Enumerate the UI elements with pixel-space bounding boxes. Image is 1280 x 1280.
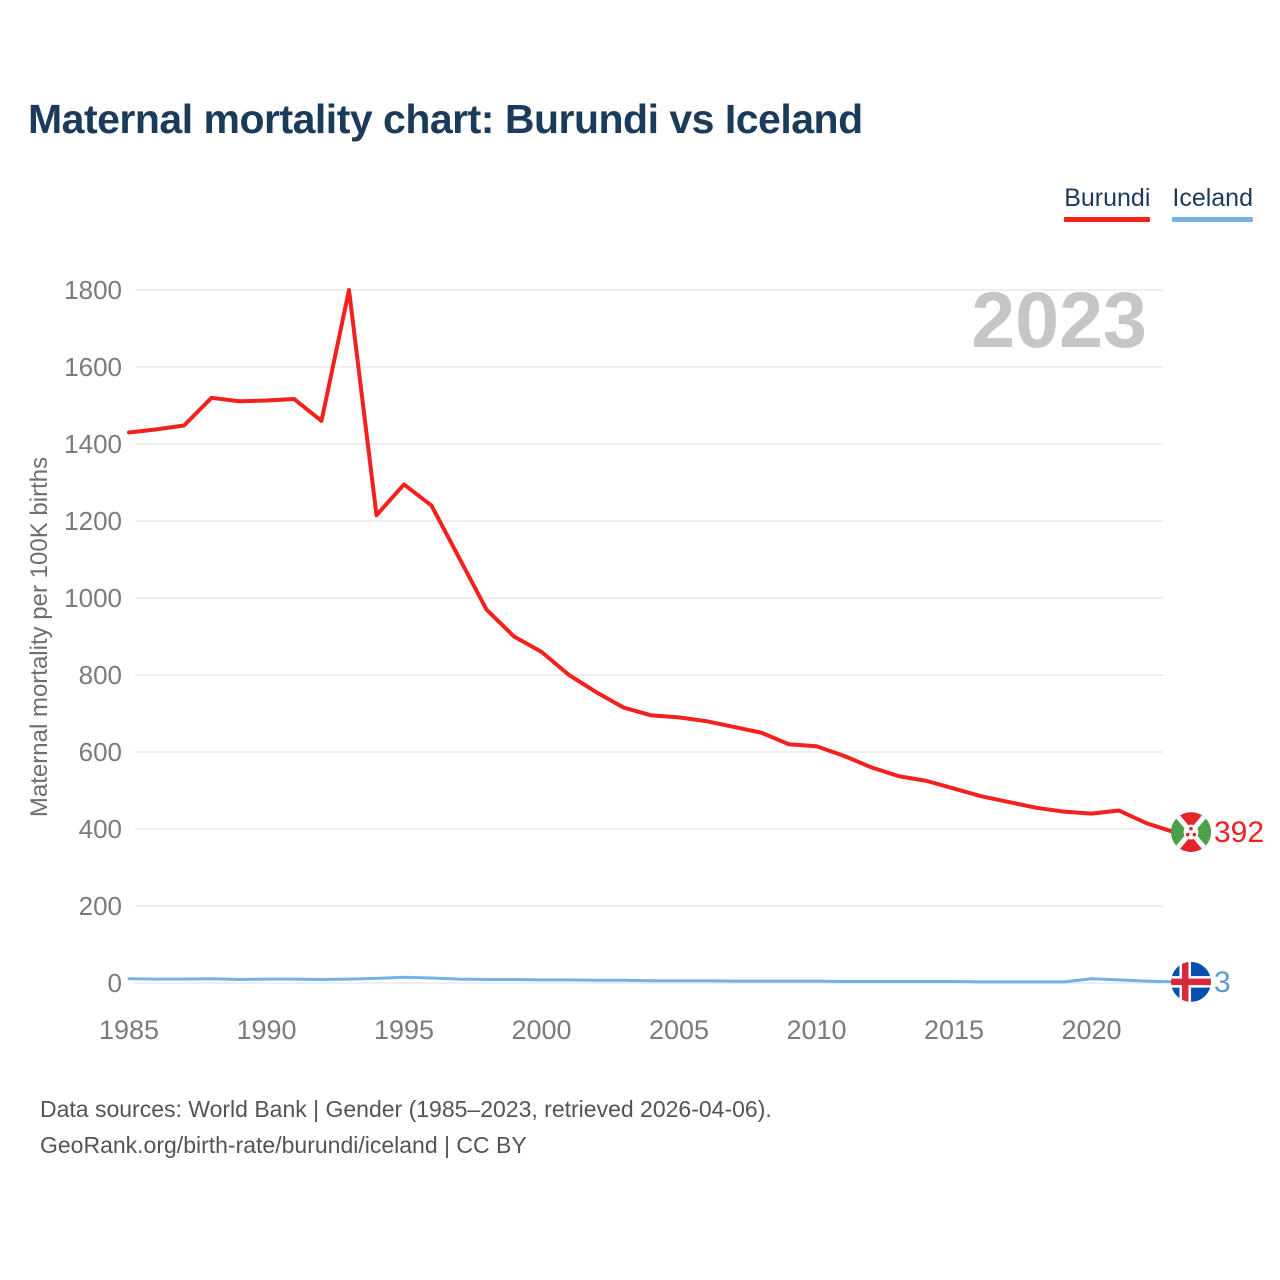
- footer-attribution: GeoRank.org/birth-rate/burundi/iceland | CC BY: [40, 1132, 527, 1158]
- x-tick-label: 2020: [1061, 1015, 1122, 1045]
- y-tick-label: 1200: [64, 506, 122, 536]
- y-tick-label: 1000: [64, 583, 122, 613]
- x-axis-ticks: [99, 1015, 1122, 1045]
- burundi-line: [129, 290, 1174, 832]
- x-tick-label: 1990: [236, 1015, 297, 1045]
- iceland-flag-icon: [1171, 962, 1211, 1002]
- watermark-year: 2023: [971, 275, 1147, 364]
- iceland-line: [129, 977, 1174, 982]
- y-tick-label: 1800: [64, 275, 122, 305]
- legend-label-iceland: Iceland: [1172, 184, 1253, 212]
- y-tick-label: 200: [78, 891, 122, 921]
- gridlines: [135, 290, 1163, 983]
- x-tick-label: 2005: [648, 1015, 710, 1045]
- burundi-end-value: 392: [1214, 816, 1265, 850]
- x-tick-label: 1985: [98, 1015, 160, 1045]
- y-axis-title: Maternal mortality per 100K births: [26, 456, 53, 818]
- iceland-end-value: 3: [1214, 965, 1231, 999]
- footer: [40, 1091, 772, 1163]
- x-tick-label: 2000: [511, 1015, 572, 1045]
- x-tick-label: 2015: [923, 1015, 985, 1045]
- y-tick-label: 1600: [64, 352, 122, 382]
- y-tick-label: 800: [78, 660, 122, 690]
- y-axis-ticks: [64, 275, 122, 998]
- y-tick-label: 600: [78, 737, 122, 767]
- page-title: Maternal mortality chart: Burundi vs Iceland: [28, 96, 863, 142]
- x-tick-label: 2010: [786, 1015, 847, 1045]
- burundi-flag-icon: [1167, 805, 1215, 859]
- series-lines: [129, 290, 1174, 982]
- y-tick-label: 1400: [64, 429, 122, 459]
- y-tick-label: 400: [78, 814, 122, 844]
- y-tick-label: 0: [107, 968, 122, 998]
- legend-label-burundi: Burundi: [1064, 184, 1151, 212]
- series-end-labels: [1214, 816, 1264, 999]
- footer-data-sources: Data sources: World Bank | Gender (1985–2023, retrieved 2026-04-06).: [40, 1096, 772, 1122]
- x-tick-label: 1995: [373, 1015, 435, 1045]
